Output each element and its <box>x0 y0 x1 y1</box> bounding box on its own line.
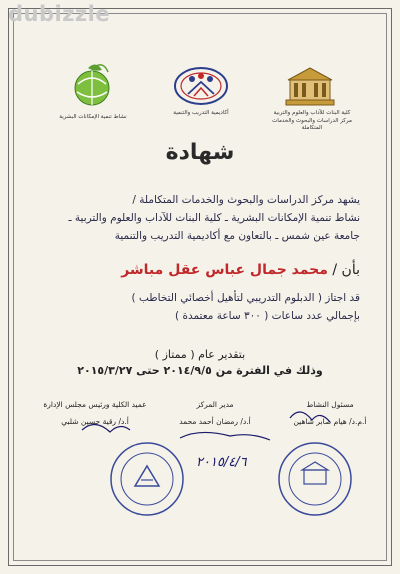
right-logo-caption-1: كلية البنات للآداب والعلوم والتربية <box>273 110 351 116</box>
body-line-2: نشاط تنمية الإمكانات البشرية ـ كلية البنات للآداب والعلوم والتربية ـ <box>68 212 360 224</box>
signature-title: مدير المركز <box>196 400 234 409</box>
college-stamp-icon <box>108 440 186 518</box>
handwritten-date: ٢٠١٥/٤/٦ <box>196 455 247 470</box>
left-logo-caption: نشاط تنمية الإمكانات البشرية <box>59 114 127 120</box>
watermark: dubizzle <box>8 2 111 26</box>
signature-name: أ.د/ رقية حسين شلبي <box>61 417 129 426</box>
body-line-3: جامعة عين شمس ـ بالتعاون مع أكاديمية التدريب والتنمية <box>114 230 360 242</box>
course-line: قد اجتاز ( الدبلوم التدريبي لتأهيل أخصائي التخاطب ) <box>131 292 360 304</box>
grade-line: بتقدير عام ( ممتاز ) <box>154 348 246 361</box>
signature-title: مسئول النشاط <box>306 400 354 409</box>
certificate-title: شهادة <box>165 140 235 165</box>
hours-line: بإجمالي عدد ساعات ( ٣٠٠ ساعة معتمدة ) <box>175 310 360 322</box>
signature-name: أ.د/ رمضان أحمد محمد <box>179 417 251 426</box>
recipient-name: محمد جمال عباس عقل مباشر <box>121 262 328 278</box>
body-line-1: يشهد مركز الدراسات والبحوث والخدمات المتكاملة / <box>132 194 360 206</box>
right-logo-caption-2: مركز الدراسات والبحوث والخدمات المتكاملة <box>272 118 352 131</box>
center-stamp-icon <box>276 440 354 518</box>
center-logo-caption: أكاديمية التدريب والتنمية <box>173 110 229 116</box>
signature-name: أ.م.د/ هيام صابر شاهين <box>293 417 367 426</box>
signature-title: عميد الكلية ورئيس مجلس الإدارة <box>43 400 147 409</box>
recipient-prefix: بأن / <box>332 262 360 278</box>
period-line: وذلك في الفترة من ٢٠١٤/٩/٥ حتى ٢٠١٥/٣/٢٧ <box>77 364 323 377</box>
